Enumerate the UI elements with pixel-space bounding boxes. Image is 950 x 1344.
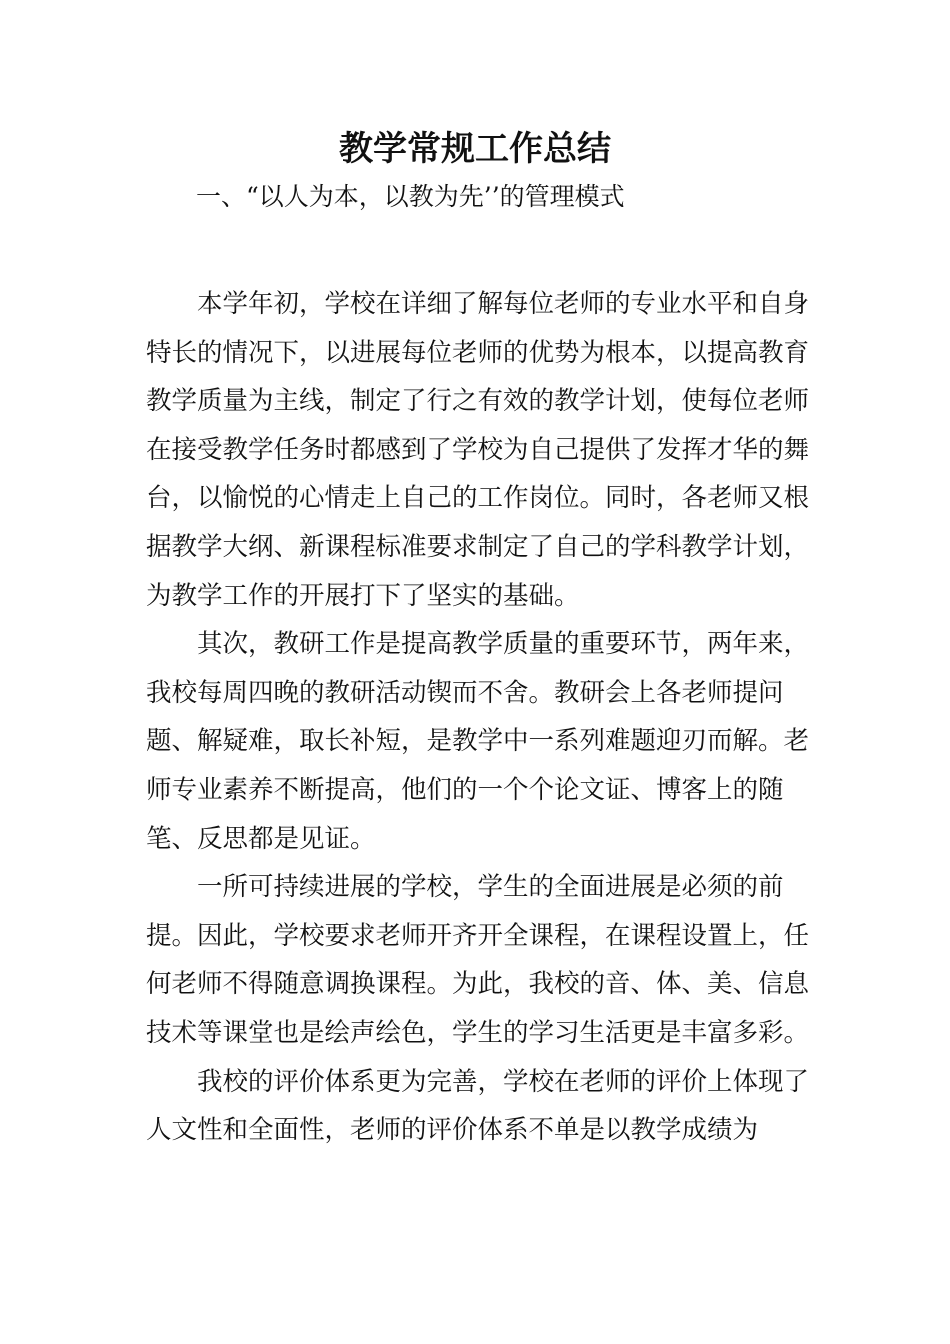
paragraph-4: 我校的评价体系更为完善，学校在老师的评价上体现了人文性和全面性，老师的评价体系不单是以教学成绩为 xyxy=(146,1066,810,1146)
document-body xyxy=(146,280,816,1155)
paragraph-1: 本学年初，学校在详细了解每位老师的专业水平和自身特长的情况下，以进展每位老师的优势为根本，以提高教育教学质量为主线，制定了行之有效的教学计划，使每位老师在接受教学任务时都感到了学校为自己提供了发挥才华的舞台，以愉悦的心情走上自己的工作岗位。同时，各老师又根据教学大纲、新课程标准要求制定了自己的学科教学计划，为教学工作的开展打下了坚实的基础。 xyxy=(146,289,810,611)
section-heading: 一、“以人为本，以教为先’’的管理模式 xyxy=(196,182,625,211)
paragraph-2: 其次，教研工作是提高教学质量的重要环节，两年来，我校每周四晚的教研活动锲而不舍。教研会上各老师提问题、解疑难，取长补短，是教学中一系列难题迎刃而解。老师专业素养不断提高，他们的一个个论文证、博客上的随笔、反思都是见证。 xyxy=(146,629,810,854)
document-title: 教学常规工作总结 xyxy=(339,129,611,169)
paragraph-3: 一所可持续进展的学校，学生的全面进展是必须的前提。因此，学校要求老师开齐开全课程，在课程设置上，任何老师不得随意调换课程。为此，我校的音、体、美、信息技术等课堂也是绘声绘色，学生的学习生活更是丰富多彩。 xyxy=(146,872,810,1048)
